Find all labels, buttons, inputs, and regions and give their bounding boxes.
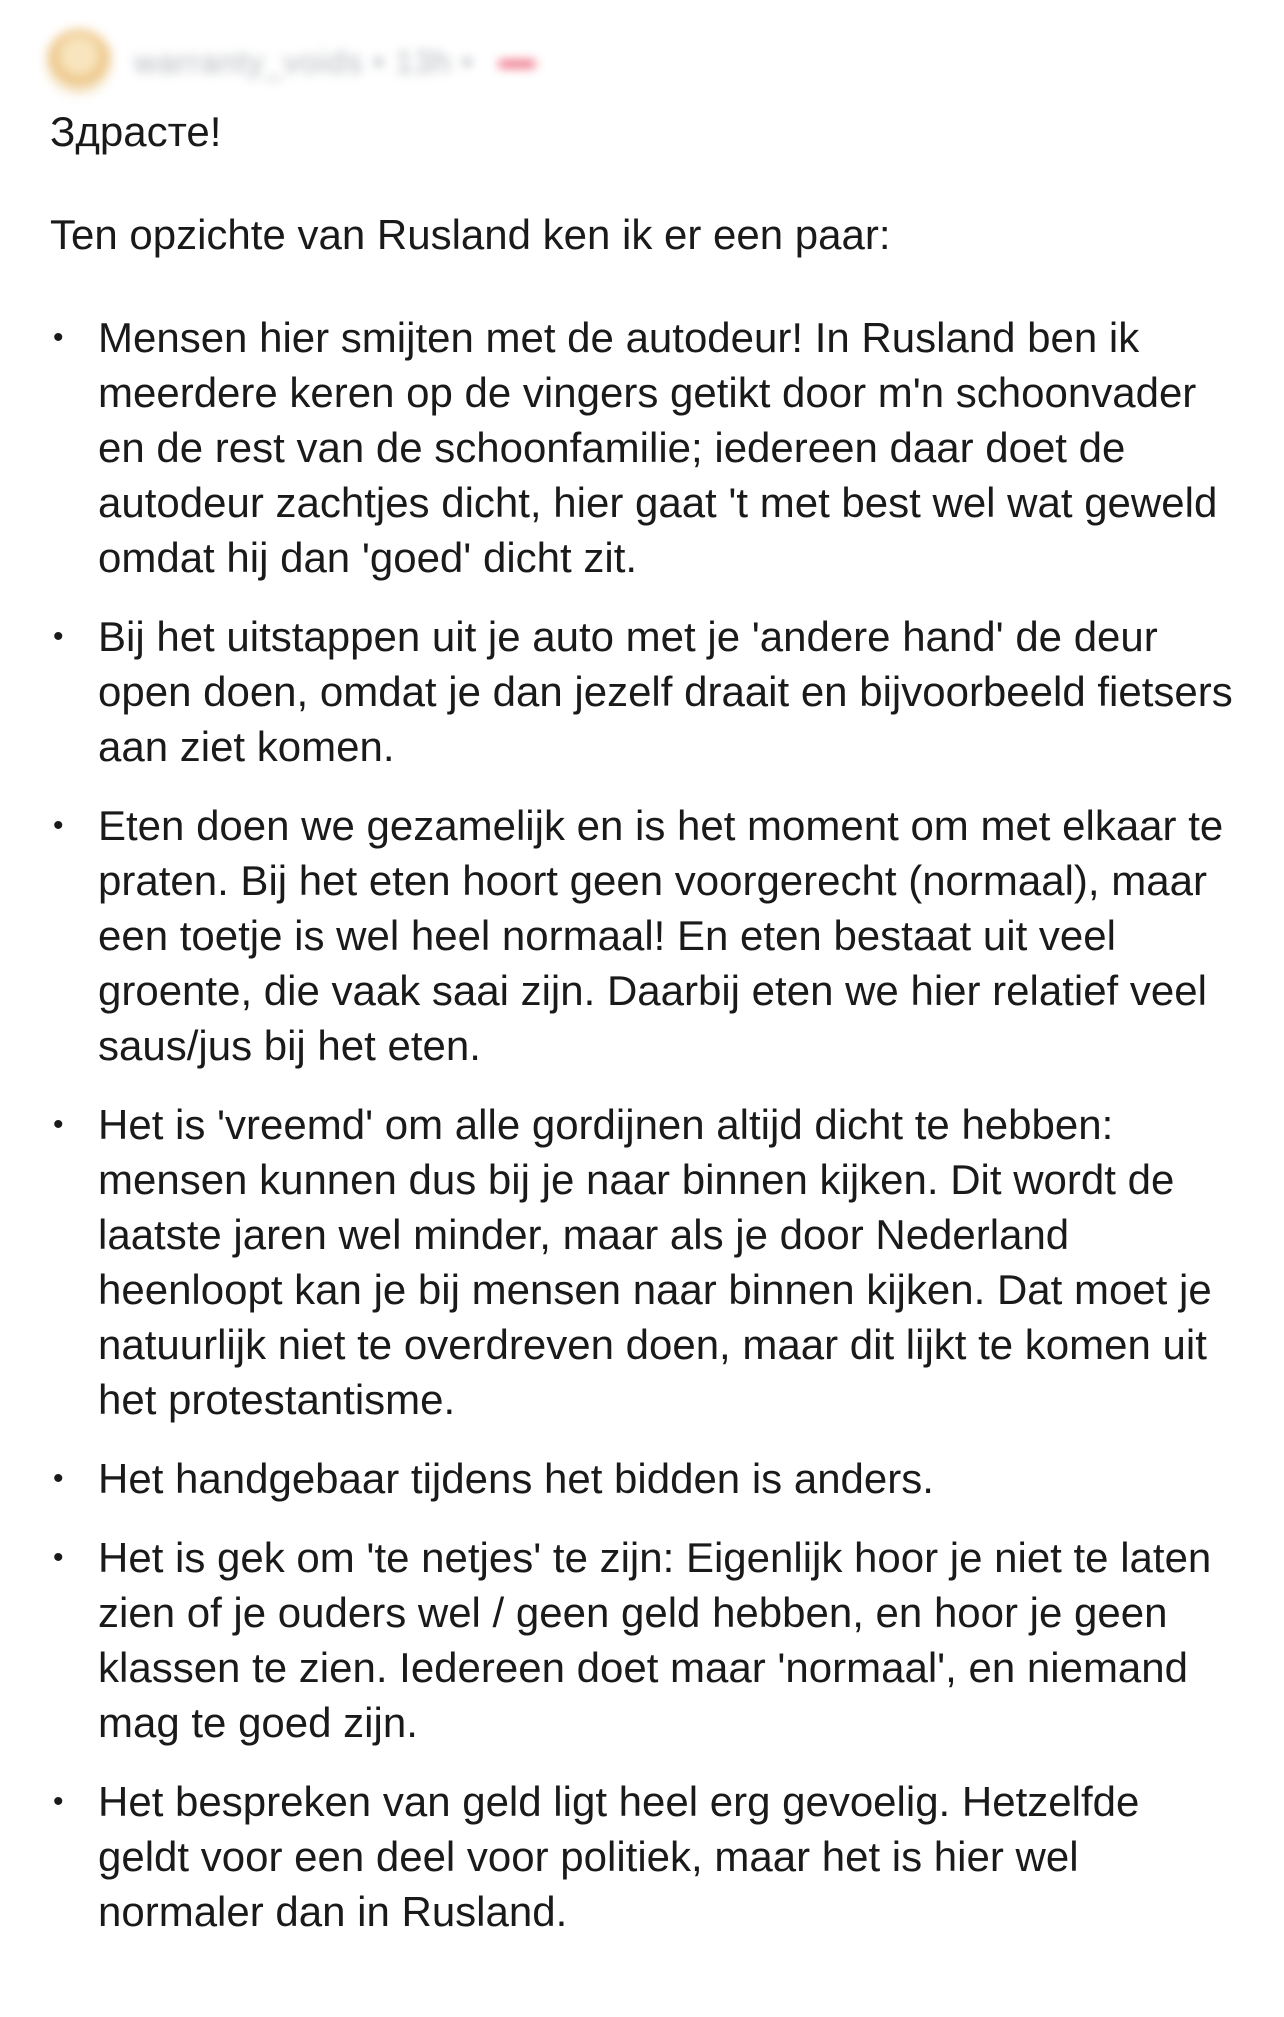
list-item-text: Het handgebaar tijdens het bidden is anders. (98, 1455, 934, 1502)
list-item (50, 1451, 1240, 1506)
bullet-icon: • (53, 620, 64, 653)
bullet-icon: • (53, 321, 64, 354)
intro-text: Ten opzichte van Rusland ken ik er een paar: (50, 211, 891, 258)
list-item-text: Het bespreken van geld ligt heel erg gevoelig. Hetzelfde geldt voor een deel voor politiek, maar het is hier wel normaler dan in Rusland. (98, 1778, 1140, 1935)
comment-body (50, 104, 1240, 1963)
bullet-icon: • (53, 1541, 64, 1574)
bullet-list (50, 310, 1240, 1939)
list-item-text: Het is gek om 'te netjes' te zijn: Eigenlijk hoor je niet te laten zien of je ouders wel / geen geld hebben, en hoor je geen klassen te zien. Iedereen doet maar 'normaal', en niemand mag te goed zijn. (98, 1534, 1212, 1746)
bullet-icon: • (53, 1785, 64, 1818)
bullet-icon: • (53, 1108, 64, 1141)
list-item-text: Mensen hier smijten met de autodeur! In Rusland ben ik meerdere keren op de vingers getikt door m'n schoonvader en de rest van de schoonfamilie; iedereen daar doet de autodeur zachtjes dicht, hier gaat 't met best wel wat geweld omdat hij dan 'goed' dicht zit. (98, 314, 1218, 581)
list-item (50, 798, 1240, 1073)
list-item (50, 1530, 1240, 1750)
username[interactable]: warranty_voids (134, 43, 364, 80)
meta-separator: • (461, 43, 474, 80)
greeting: Здрасте! (50, 108, 222, 155)
post-header (46, 26, 536, 98)
post-meta (134, 44, 536, 81)
list-item (50, 609, 1240, 774)
list-item-text: Bij het uitstappen uit je auto met je 'andere hand' de deur open doen, omdat je dan jezelf draait en bijvoorbeeld fietsers aan ziet komen. (98, 613, 1233, 770)
list-item (50, 310, 1240, 585)
avatar[interactable] (46, 29, 112, 95)
list-item (50, 1097, 1240, 1427)
meta-separator: • (373, 43, 396, 80)
list-item-text: Eten doen we gezamelijk en is het moment om met elkaar te praten. Bij het eten hoort geen voorgerecht (normaal), maar een toetje is wel heel normaal! En eten bestaat uit veel groente, die vaak saai zijn. Daarbij eten we hier relatief veel saus/jus bij het eten. (98, 802, 1224, 1069)
bullet-icon: • (53, 809, 64, 842)
list-item (50, 1774, 1240, 1939)
list-item-text: Het is 'vreemd' om alle gordijnen altijd dicht te hebben: mensen kunnen dus bij je naar binnen kijken. Dit wordt de laatste jaren wel minder, maar als je door Nederland heenloopt kan je bij mensen naar binnen kijken. Dat moet je natuurlijk niet te overdreven doen, maar dit lijkt te komen uit het protestantisme. (98, 1101, 1212, 1423)
bullet-icon: • (53, 1462, 64, 1495)
flair-badge-icon (498, 60, 536, 68)
post-time: 13h (395, 43, 452, 80)
